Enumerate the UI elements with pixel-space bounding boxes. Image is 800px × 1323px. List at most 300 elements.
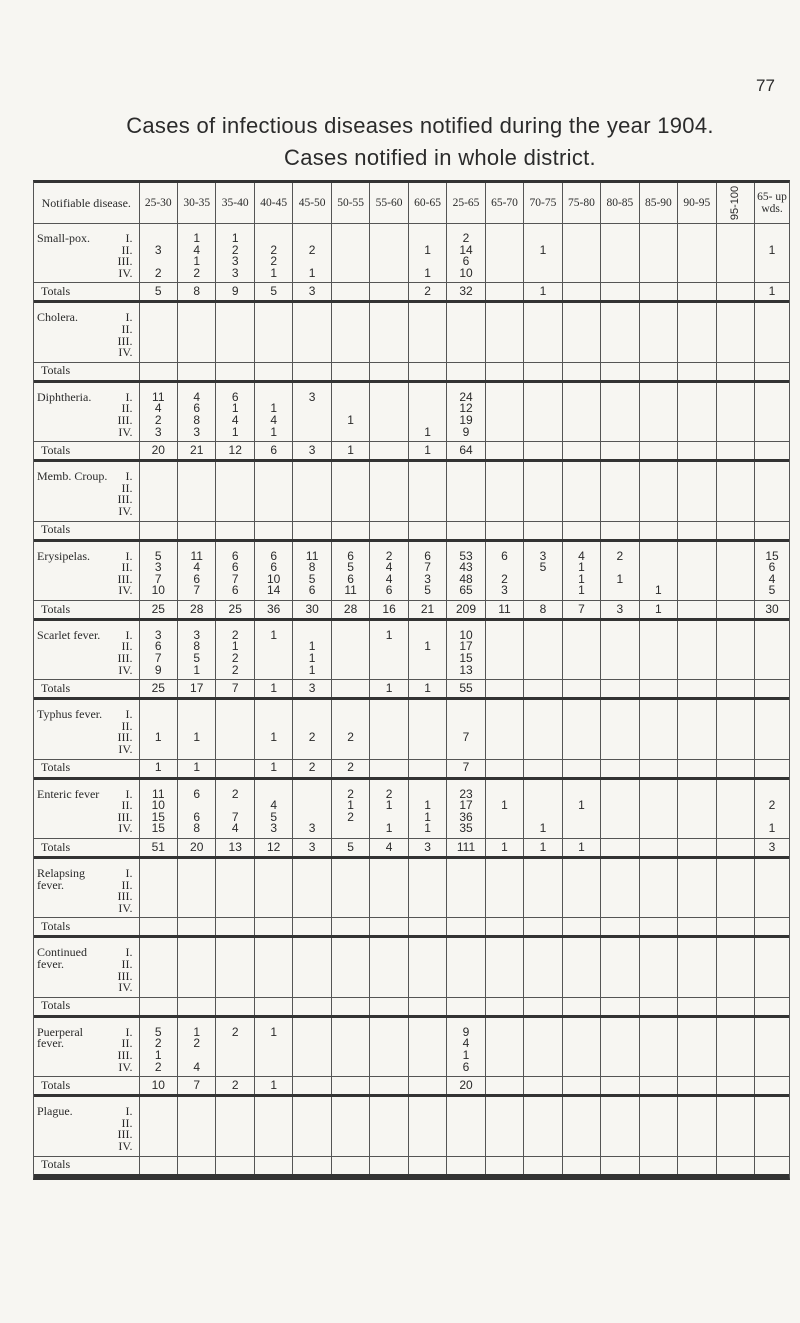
total-value (601, 1077, 639, 1096)
quarter-value: 3 (231, 254, 239, 269)
total-value (139, 918, 177, 937)
quarter-value: 1 (231, 401, 239, 416)
quarter-value: 43 (459, 560, 473, 575)
age-group-cell (447, 381, 485, 441)
quarter-value (524, 347, 561, 359)
quarter-value (370, 347, 407, 359)
age-group-cell (447, 224, 485, 283)
quarter-value: 8 (193, 821, 201, 836)
total-value (485, 283, 523, 302)
quarter-value (601, 471, 638, 483)
age-group-cell (562, 619, 600, 679)
table-body (34, 224, 789, 1176)
quarter-value (332, 312, 369, 324)
quarter-value (293, 471, 330, 483)
age-group-cell (678, 540, 716, 600)
quarter-value (601, 982, 638, 994)
age-group-cell (216, 778, 254, 838)
total-value: 17 (178, 680, 216, 699)
totals-label: Totals (34, 1077, 139, 1096)
quarter-value (486, 403, 523, 415)
quarter-value (640, 1062, 677, 1074)
quarter-value (640, 427, 677, 439)
quarter-value (216, 880, 253, 892)
quarter-value (755, 744, 789, 756)
quarter-value (717, 256, 754, 268)
quarter-value (640, 880, 677, 892)
quarter-value (563, 245, 600, 257)
age-group-cell (755, 540, 789, 600)
quarter-value: 2 (308, 730, 316, 745)
quarter-label: II. (121, 242, 133, 257)
quarter-value (601, 312, 638, 324)
quarter-value (293, 427, 330, 439)
quarter-value (640, 324, 677, 336)
totals-label: Totals (34, 1156, 139, 1175)
age-group-cell (408, 461, 446, 521)
total-value: 20 (178, 839, 216, 858)
quarter-value (178, 880, 215, 892)
quarter-value (601, 641, 638, 653)
quarter-value (601, 1129, 638, 1141)
age-group-cell (331, 1096, 369, 1156)
total-value (485, 918, 523, 937)
quarter-value (524, 506, 561, 518)
age-group-cell (755, 1016, 789, 1076)
age-group-cell (485, 1016, 523, 1076)
quarter-value: 7 (154, 651, 162, 666)
quarter-value (178, 744, 215, 756)
total-value: 1 (254, 1077, 292, 1096)
quarter-value (332, 494, 369, 506)
quarter-value (678, 562, 715, 574)
quarter-value (601, 812, 638, 824)
quarter-value (486, 1050, 523, 1062)
total-value: 209 (447, 600, 485, 619)
quarter-value (640, 947, 677, 959)
quarter-value (140, 982, 177, 994)
age-group-cell (254, 937, 292, 997)
quarter-value (255, 947, 292, 959)
quarter-value: 8 (193, 412, 201, 427)
quarter-label: III. (117, 889, 133, 904)
total-value (755, 521, 789, 540)
total-value (678, 1156, 716, 1175)
total-value: 5 (254, 283, 292, 302)
quarter-value (409, 1038, 446, 1050)
quarter-value (486, 665, 523, 677)
quarter-value (216, 959, 253, 971)
age-group-cell (678, 619, 716, 679)
quarter-value (370, 868, 407, 880)
quarter-value (717, 744, 754, 756)
quarter-value: 6 (308, 583, 316, 598)
quarter-value: 2 (154, 1059, 162, 1074)
quarter-value (447, 312, 484, 324)
quarter-value (563, 336, 600, 348)
total-value (216, 521, 254, 540)
total-value (331, 918, 369, 937)
totals-row (34, 283, 789, 302)
quarter-value (563, 1038, 600, 1050)
quarter-value (601, 1038, 638, 1050)
total-value (716, 839, 754, 858)
quarter-value (717, 403, 754, 415)
quarter-value (717, 1129, 754, 1141)
age-group-cell (716, 619, 754, 679)
age-group-cell (216, 302, 254, 362)
age-group-cell (408, 1096, 446, 1156)
quarter-value (678, 665, 715, 677)
quarter-value (486, 1027, 523, 1039)
quarter-value (370, 1038, 407, 1050)
total-value (139, 362, 177, 381)
quarter-value (755, 483, 789, 495)
quarter-value: 10 (459, 627, 473, 642)
quarter-value (486, 392, 523, 404)
quarter-value (524, 891, 561, 903)
total-value (408, 997, 446, 1016)
quarter-value (178, 506, 215, 518)
quarter-label: I. (125, 945, 133, 960)
age-group-cell (678, 302, 716, 362)
age-group-cell (716, 302, 754, 362)
total-value (678, 997, 716, 1016)
total-value (678, 918, 716, 937)
page-number: 77 (756, 76, 775, 95)
quarter-value (524, 483, 561, 495)
quarter-value (293, 744, 330, 756)
quarter-value (409, 1141, 446, 1153)
quarter-value: 2 (154, 412, 162, 427)
quarter-value (293, 483, 330, 495)
quarter-value (717, 653, 754, 665)
quarter-value (678, 812, 715, 824)
age-group-cell (716, 699, 754, 759)
quarter-value: 4 (385, 571, 393, 586)
total-value (178, 1156, 216, 1175)
quarter-value (486, 494, 523, 506)
quarter-value: 2 (231, 651, 239, 666)
total-value (485, 521, 523, 540)
quarter-value (293, 971, 330, 983)
age-group-cell (370, 778, 408, 838)
quarter-value: 4 (154, 401, 162, 416)
quarter-value (409, 891, 446, 903)
quarter-label: I. (125, 469, 133, 484)
quarter-value (140, 903, 177, 915)
quarter-value: 2 (231, 627, 239, 642)
quarter-value (678, 415, 715, 427)
total-value: 1 (370, 680, 408, 699)
quarter-value (755, 982, 789, 994)
quarter-value (601, 347, 638, 359)
quarter-value: 6 (270, 560, 278, 575)
quarter-value (563, 880, 600, 892)
quarter-value (678, 347, 715, 359)
quarter-value (640, 959, 677, 971)
quarter-value (255, 1050, 292, 1062)
quarter-value (332, 427, 369, 439)
quarter-value (563, 403, 600, 415)
quarter-value: 1 (539, 242, 547, 257)
totals-row (34, 1156, 789, 1175)
quarter-value (370, 971, 407, 983)
quarter-value: 1 (231, 231, 239, 245)
quarter-value (678, 403, 715, 415)
age-group-cell (216, 937, 254, 997)
total-value: 1 (178, 759, 216, 778)
header-age-group: 60-65 (408, 183, 446, 224)
quarter-value (140, 947, 177, 959)
quarter-value (178, 483, 215, 495)
quarter-value (178, 1118, 215, 1130)
quarter-value: 1 (424, 639, 431, 654)
quarter-value: 1 (154, 730, 162, 745)
total-value (485, 680, 523, 699)
quarter-value: 11 (305, 548, 319, 563)
quarter-value: 5 (154, 548, 162, 563)
total-value (562, 997, 600, 1016)
total-value: 25 (139, 680, 177, 699)
quarter-value: 1 (270, 401, 278, 416)
totals-label: Totals (34, 362, 139, 381)
quarter-label: III. (117, 254, 133, 269)
quarter-value (332, 1062, 369, 1074)
age-group-cell (293, 461, 331, 521)
quarter-value: 11 (190, 548, 203, 563)
quarter-value (678, 551, 715, 563)
quarter-value (717, 471, 754, 483)
quarter-value: 8 (193, 639, 201, 654)
age-group-cell (370, 1016, 408, 1076)
quarter-value: 5 (539, 560, 547, 575)
quarter-value (370, 709, 407, 721)
age-group-cell (716, 937, 754, 997)
total-value: 36 (254, 600, 292, 619)
age-group-cell (408, 540, 446, 600)
quarter-value (409, 982, 446, 994)
age-group-cell (178, 461, 216, 521)
quarter-value (216, 903, 253, 915)
age-group-cell (524, 1016, 562, 1076)
total-value (254, 997, 292, 1016)
quarter-value: 3 (154, 627, 162, 642)
quarter-value (332, 1141, 369, 1153)
disease-label-cell (34, 778, 139, 838)
quarter-value (524, 732, 561, 744)
total-value (485, 362, 523, 381)
quarter-value (524, 471, 561, 483)
total-value (716, 1077, 754, 1096)
quarter-value (755, 336, 789, 348)
quarter-value (486, 233, 523, 245)
quarter-value: 1 (424, 798, 431, 813)
disease-name: Typhus fever. (37, 707, 103, 722)
total-value (601, 680, 639, 699)
total-value (524, 1156, 562, 1175)
disease-group-row (34, 224, 789, 283)
quarter-value (216, 868, 253, 880)
quarter-value (332, 256, 369, 268)
total-value: 9 (216, 283, 254, 302)
total-value (755, 362, 789, 381)
quarter-value (717, 982, 754, 994)
total-value (447, 362, 485, 381)
quarter-value (486, 1129, 523, 1141)
quarter-label: IV. (118, 821, 133, 836)
quarter-label: II. (121, 639, 133, 654)
quarter-value: 1 (308, 265, 316, 280)
totals-row (34, 521, 789, 540)
quarter-value (370, 1106, 407, 1118)
age-group-cell (139, 1016, 177, 1076)
disease-name: Relapsing fever. (37, 866, 85, 892)
quarter-value (524, 800, 561, 812)
quarter-value (678, 256, 715, 268)
quarter-value (409, 1118, 446, 1130)
quarter-value (216, 971, 253, 983)
total-value (331, 362, 369, 381)
disease-name: Memb. Croup. (37, 469, 108, 484)
quarter-value: 6 (231, 548, 239, 563)
age-group-cell (370, 1096, 408, 1156)
disease-label (34, 947, 139, 993)
quarter-value (409, 312, 446, 324)
quarter-value (640, 392, 677, 404)
quarter-value (601, 1106, 638, 1118)
quarter-value (717, 789, 754, 801)
quarter-value (717, 1050, 754, 1062)
quarter-value (717, 1027, 754, 1039)
quarter-value (293, 1118, 330, 1130)
age-group-cell (254, 858, 292, 918)
disease-label-cell (34, 619, 139, 679)
age-group-cell (524, 1096, 562, 1156)
age-group-cell (485, 461, 523, 521)
quarter-value (255, 347, 292, 359)
quarter-value (332, 947, 369, 959)
header-age-group: 80-85 (601, 183, 639, 224)
quarter-value: 6 (193, 571, 201, 586)
quarter-value: 1 (347, 412, 354, 427)
quarter-value (486, 336, 523, 348)
age-group-cell (216, 1096, 254, 1156)
quarter-value (524, 665, 561, 677)
quarter-value (678, 1118, 715, 1130)
quarter-value: 6 (347, 571, 354, 586)
header-age-group: 40-45 (254, 183, 292, 224)
quarter-value (640, 1027, 677, 1039)
quarter-value (717, 709, 754, 721)
quarter-value: 3 (270, 821, 278, 836)
quarter-value (717, 336, 754, 348)
total-value: 1 (524, 839, 562, 858)
quarter-value: 3 (424, 571, 431, 586)
quarter-value (447, 947, 484, 959)
header-age-group: 25-65 (447, 183, 485, 224)
total-value (562, 521, 600, 540)
quarter-value (717, 551, 754, 563)
quarter-value (332, 471, 369, 483)
quarter-value (486, 630, 523, 642)
age-group-cell (139, 540, 177, 600)
quarter-value (140, 709, 177, 721)
disease-label (34, 233, 139, 279)
quarter-value (640, 721, 677, 733)
age-group-cell (562, 937, 600, 997)
age-group-cell (216, 461, 254, 521)
quarter-value (370, 312, 407, 324)
total-value (254, 1156, 292, 1175)
quarter-value (255, 336, 292, 348)
quarter-value: 4 (193, 389, 201, 404)
quarter-label: IV. (118, 980, 133, 995)
quarter-value: 6 (193, 809, 201, 824)
quarter-value (332, 324, 369, 336)
age-group-cell (447, 619, 485, 679)
quarter-value: 2 (616, 548, 624, 563)
age-group-cell (601, 1096, 639, 1156)
quarter-value: 6 (424, 548, 431, 563)
age-group-cell (524, 302, 562, 362)
quarter-label: II. (121, 718, 133, 733)
quarter-value (447, 1129, 484, 1141)
quarter-value (486, 823, 523, 835)
disease-label-cell (34, 937, 139, 997)
quarter-value (486, 324, 523, 336)
total-value (370, 521, 408, 540)
quarter-value (293, 880, 330, 892)
age-group-cell (408, 1016, 446, 1076)
quarter-value (755, 1027, 789, 1039)
quarter-value (255, 1106, 292, 1118)
age-group-cell (254, 381, 292, 441)
quarter-value (216, 1118, 253, 1130)
total-value: 7 (178, 1077, 216, 1096)
total-value (524, 997, 562, 1016)
age-group-cell (139, 699, 177, 759)
quarter-value: 11 (152, 389, 165, 404)
quarter-value (678, 880, 715, 892)
quarter-value: 10 (151, 583, 165, 598)
age-group-cell (293, 778, 331, 838)
quarter-value (255, 312, 292, 324)
header-notifiable-disease: Notifiable disease. (34, 183, 139, 224)
quarter-value (755, 506, 789, 518)
quarter-value: 4 (231, 412, 239, 427)
quarter-value (601, 789, 638, 801)
page-subtitle: Cases notified in whole district. (284, 145, 596, 170)
quarter-value (293, 1038, 330, 1050)
age-group-cell (755, 302, 789, 362)
age-group-cell (139, 937, 177, 997)
total-value (293, 1077, 331, 1096)
quarter-value (293, 800, 330, 812)
quarter-value (640, 665, 677, 677)
age-group-cell (254, 461, 292, 521)
total-value (639, 362, 677, 381)
disease-name: Scarlet fever. (37, 627, 101, 642)
total-value (562, 1156, 600, 1175)
quarter-label: I. (125, 707, 133, 722)
quarter-value (216, 1141, 253, 1153)
quarter-value (370, 415, 407, 427)
quarter-value (293, 347, 330, 359)
total-value: 20 (139, 442, 177, 461)
quarter-value (332, 823, 369, 835)
disease-name: Plague. (37, 1104, 73, 1119)
